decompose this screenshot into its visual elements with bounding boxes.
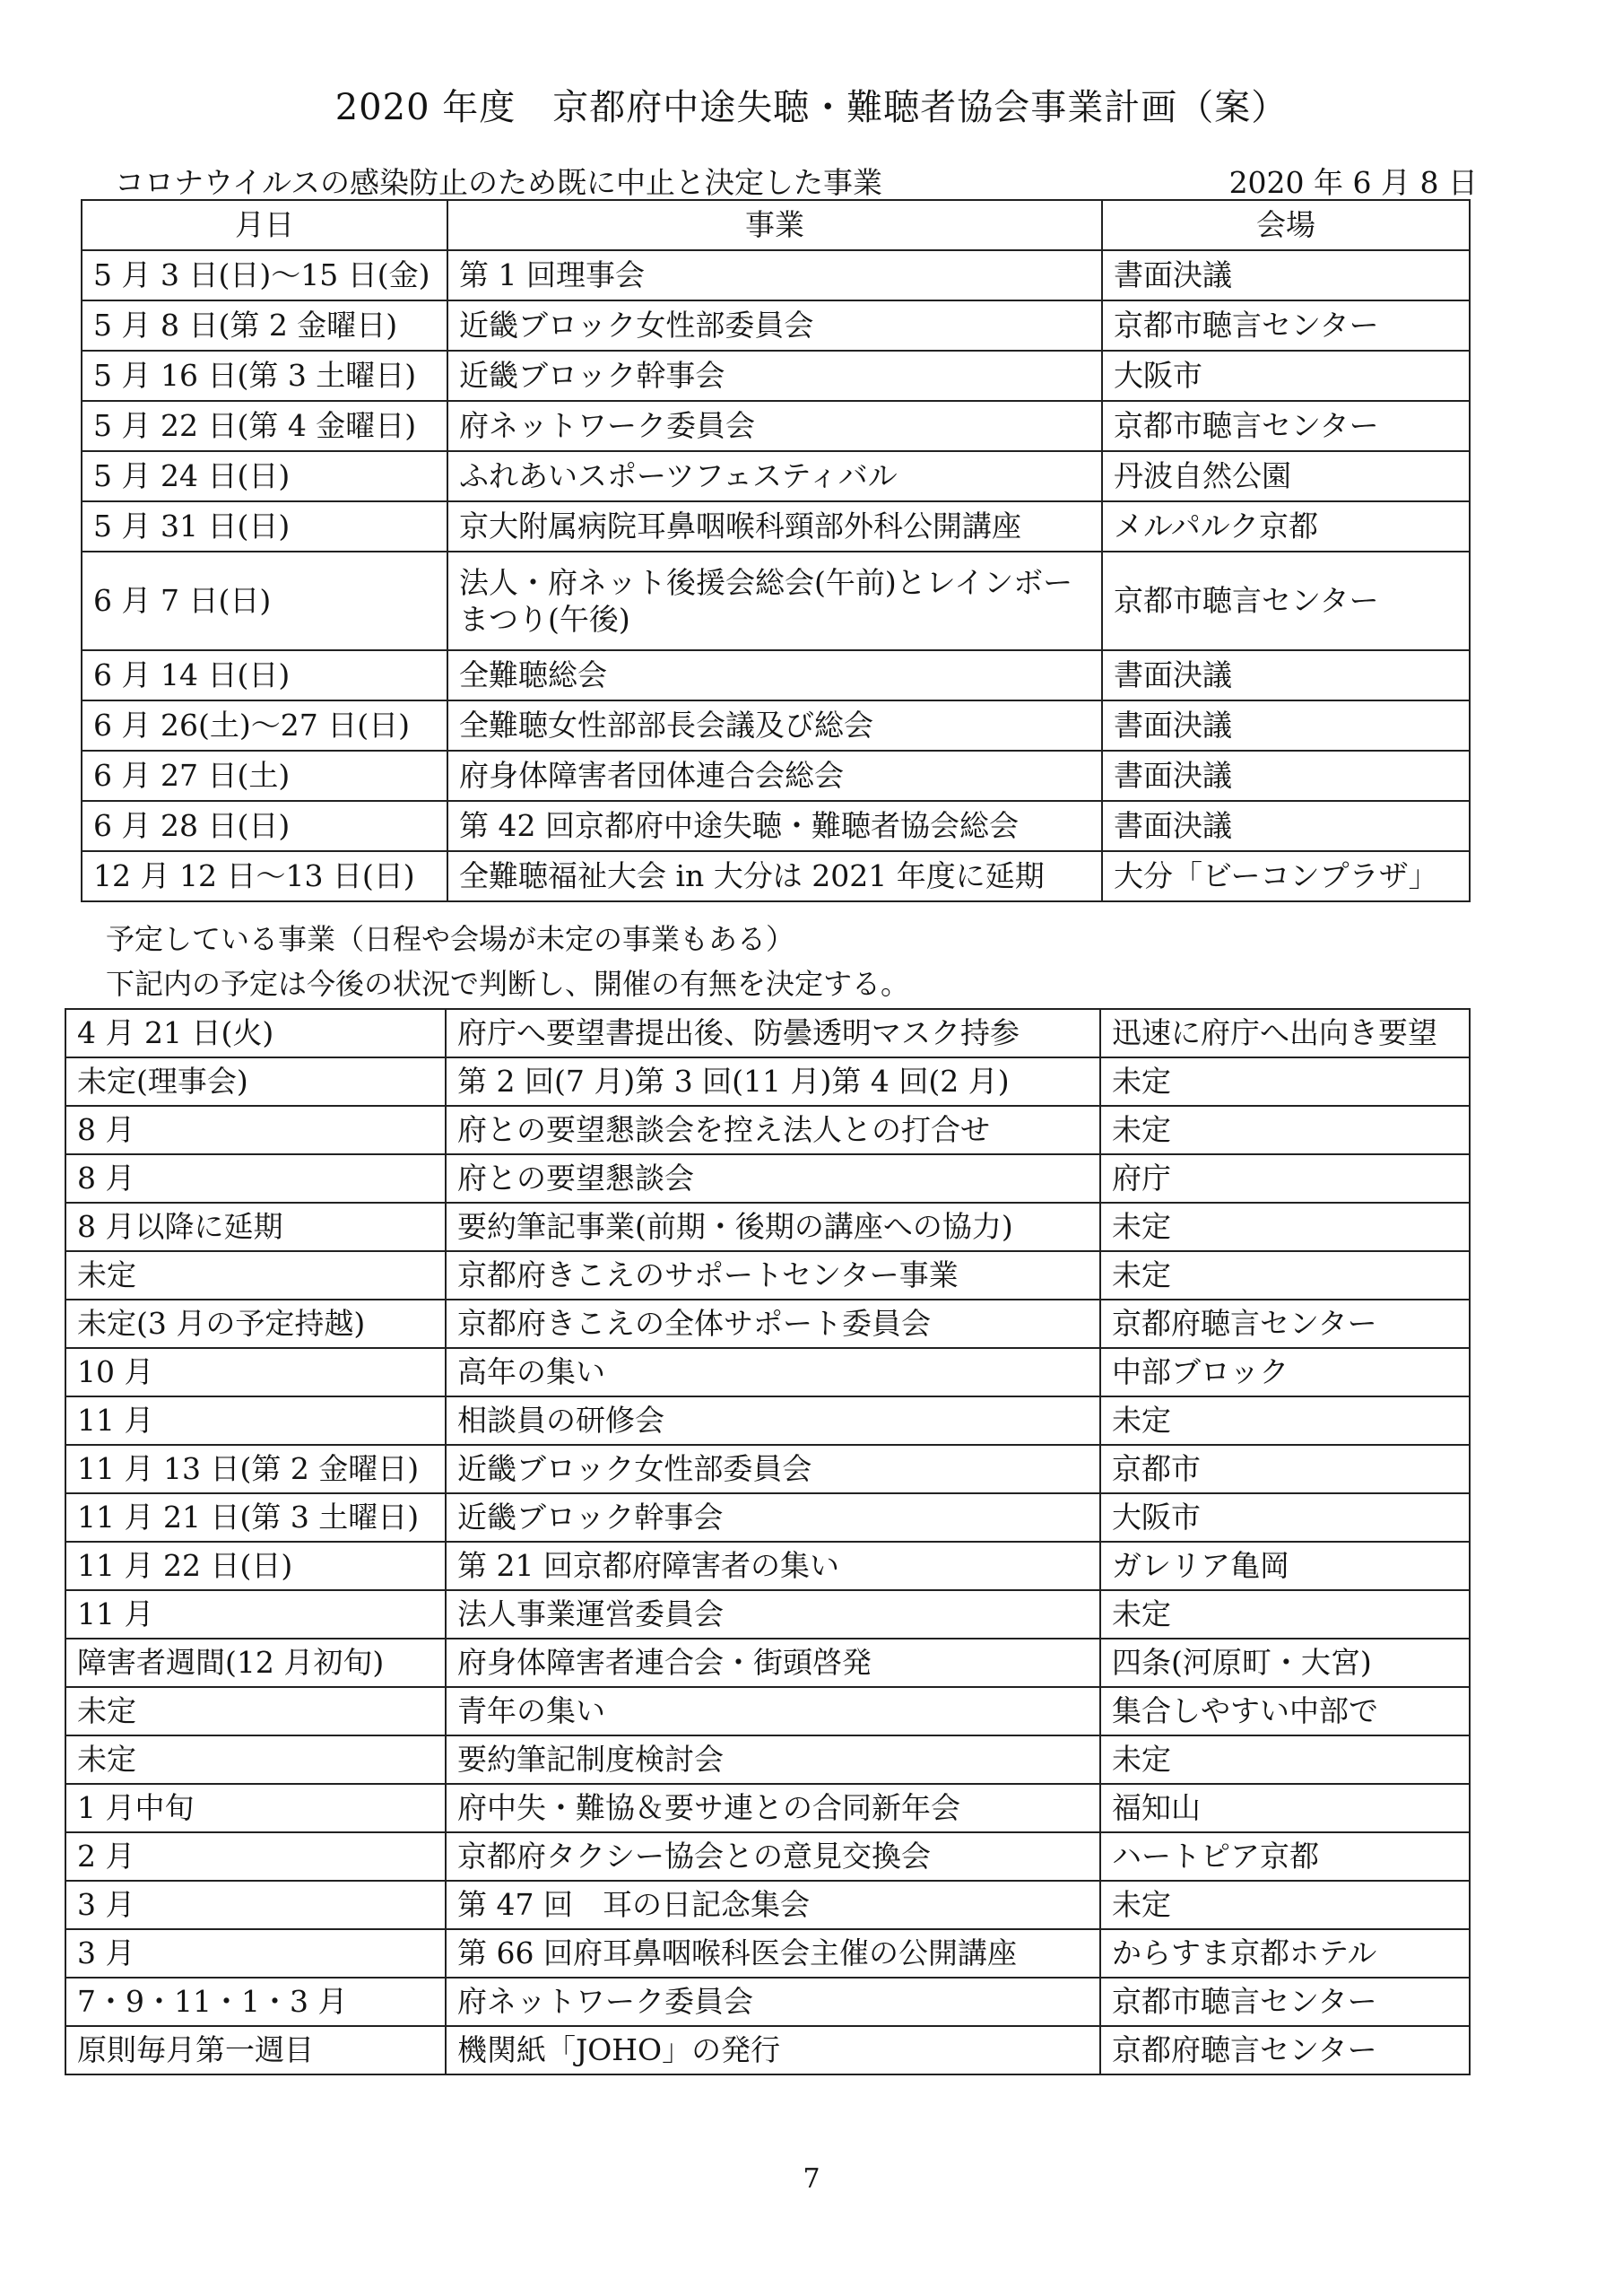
cell-event: 機関紙「JOHO」の発行 (446, 2026, 1100, 2074)
table-row (82, 552, 1470, 650)
cell-venue: 集合しやすい中部で (1100, 1687, 1470, 1735)
table-row (65, 1832, 1470, 1881)
cell-venue: 京都府聴言センター (1100, 1300, 1470, 1348)
cell-venue: 未定 (1100, 1735, 1470, 1784)
cell-event: 近畿ブロック幹事会 (446, 1493, 1100, 1542)
cell-event: 府ネットワーク委員会 (446, 1978, 1100, 2026)
cell-venue: ガレリア亀岡 (1100, 1542, 1470, 1590)
cell-venue: 中部ブロック (1100, 1348, 1470, 1396)
table-row (65, 1881, 1470, 1929)
cell-event: 相談員の研修会 (446, 1396, 1100, 1445)
table-row (82, 501, 1470, 552)
cell-date: 6 月 28 日(日) (82, 801, 447, 851)
cell-date: 1 月中旬 (65, 1784, 446, 1832)
table-row (65, 2026, 1470, 2074)
cell-date: 未定 (65, 1735, 446, 1784)
cell-date: 障害者週間(12 月初旬) (65, 1639, 446, 1687)
cell-event: 京都府きこえのサポートセンター事業 (446, 1251, 1100, 1300)
cell-venue: 京都市聴言センター (1100, 1978, 1470, 2026)
table-row (65, 1300, 1470, 1348)
cancelled-note: コロナウイルスの感染防止のため既に中止と決定した事業 (115, 165, 883, 200)
cell-date: 8 月以降に延期 (65, 1203, 446, 1251)
cell-date: 6 月 14 日(日) (82, 650, 447, 700)
cell-event: 近畿ブロック女性部委員会 (446, 1445, 1100, 1493)
cell-venue: 書面決議 (1102, 801, 1470, 851)
cell-event: 府身体障害者連合会・街頭啓発 (446, 1639, 1100, 1687)
cell-venue: 京都市聴言センター (1102, 300, 1470, 351)
cell-date: 7・9・11・1・3 月 (65, 1978, 446, 2026)
cell-date: 3 月 (65, 1881, 446, 1929)
cell-venue: 未定 (1100, 1881, 1470, 1929)
cell-date: 12 月 12 日〜13 日(日) (82, 851, 447, 901)
table-row (65, 1590, 1470, 1639)
cell-event: 青年の集い (446, 1687, 1100, 1735)
cell-date: 5 月 8 日(第 2 金曜日) (82, 300, 447, 351)
cell-venue: 大阪市 (1102, 351, 1470, 401)
header-date: 月日 (82, 200, 447, 250)
cell-venue: 福知山 (1100, 1784, 1470, 1832)
table-row (65, 1929, 1470, 1978)
table-row (82, 801, 1470, 851)
table-row (65, 1445, 1470, 1493)
table-row (82, 751, 1470, 801)
cell-date: 5 月 3 日(日)〜15 日(金) (82, 250, 447, 300)
cell-event: 要約筆記事業(前期・後期の講座への協力) (446, 1203, 1100, 1251)
table-row (82, 451, 1470, 501)
cell-event: 第 47 回 耳の日記念集会 (446, 1881, 1100, 1929)
cell-event: 近畿ブロック女性部委員会 (447, 300, 1102, 351)
cell-venue: 迅速に府庁へ出向き要望 (1100, 1009, 1470, 1057)
table-row (65, 1687, 1470, 1735)
cell-event: 京都府タクシー協会との意見交換会 (446, 1832, 1100, 1881)
subheader (115, 160, 1478, 202)
cell-date: 2 月 (65, 1832, 446, 1881)
cell-date: 5 月 24 日(日) (82, 451, 447, 501)
cell-event: 府との要望懇談会 (446, 1154, 1100, 1203)
cell-venue: 未定 (1100, 1057, 1470, 1106)
table-row (82, 851, 1470, 901)
cell-venue: 四条(河原町・大宮) (1100, 1639, 1470, 1687)
cell-date: 未定(理事会) (65, 1057, 446, 1106)
cell-venue: 京都市聴言センター (1102, 401, 1470, 451)
cell-event: 要約筆記制度検討会 (446, 1735, 1100, 1784)
table-row (65, 1542, 1470, 1590)
cell-event: 府庁へ要望書提出後、防曇透明マスク持参 (446, 1009, 1100, 1057)
cell-event: 全難聴福祉大会 in 大分は 2021 年度に延期 (447, 851, 1102, 901)
table-row (82, 401, 1470, 451)
cell-event: 第 1 回理事会 (447, 250, 1102, 300)
cell-date: 6 月 26(土)〜27 日(日) (82, 700, 447, 751)
table-row (65, 1348, 1470, 1396)
table-row (65, 1735, 1470, 1784)
table-row (65, 1639, 1470, 1687)
cell-event: 府身体障害者団体連合会総会 (447, 751, 1102, 801)
cell-date: 未定(3 月の予定持越) (65, 1300, 446, 1348)
cell-event: 第 42 回京都府中途失聴・難聴者協会総会 (447, 801, 1102, 851)
cell-date: 11 月 (65, 1396, 446, 1445)
cell-venue: 未定 (1100, 1396, 1470, 1445)
table-row (65, 1396, 1470, 1445)
cell-venue: 京都府聴言センター (1100, 2026, 1470, 2074)
cell-venue: 府庁 (1100, 1154, 1470, 1203)
cell-date: 原則毎月第一週目 (65, 2026, 446, 2074)
cell-event: 第 21 回京都府障害者の集い (446, 1542, 1100, 1590)
table-row (65, 1978, 1470, 2026)
cell-venue: 大分「ビーコンプラザ」 (1102, 851, 1470, 901)
cancelled-events-table (81, 199, 1471, 902)
cell-event: 京都府きこえの全体サポート委員会 (446, 1300, 1100, 1348)
table-row (65, 1106, 1470, 1154)
cell-venue: 書面決議 (1102, 650, 1470, 700)
table-header-row (82, 200, 1470, 250)
cell-date: 5 月 16 日(第 3 土曜日) (82, 351, 447, 401)
cell-event: 京大附属病院耳鼻咽喉科頸部外科公開講座 (447, 501, 1102, 552)
table-row (65, 1493, 1470, 1542)
cell-venue: 書面決議 (1102, 751, 1470, 801)
cell-venue: からすま京都ホテル (1100, 1929, 1470, 1978)
cell-event: 法人事業運営委員会 (446, 1590, 1100, 1639)
cell-event: 府ネットワーク委員会 (447, 401, 1102, 451)
cell-venue: 書面決議 (1102, 700, 1470, 751)
cell-event: 全難聴総会 (447, 650, 1102, 700)
page-title: 2020 年度 京都府中途失聴・難聴者協会事業計画（案） (334, 87, 1289, 128)
cell-date: 11 月 (65, 1590, 446, 1639)
cell-venue: 未定 (1100, 1590, 1470, 1639)
cell-venue: 未定 (1100, 1203, 1470, 1251)
cell-date: 5 月 22 日(第 4 金曜日) (82, 401, 447, 451)
cell-date: 4 月 21 日(火) (65, 1009, 446, 1057)
cell-venue: メルパルク京都 (1102, 501, 1470, 552)
cell-date: 8 月 (65, 1154, 446, 1203)
cell-event: 第 2 回(7 月)第 3 回(11 月)第 4 回(2 月) (446, 1057, 1100, 1106)
cell-event: 近畿ブロック幹事会 (447, 351, 1102, 401)
table-row (65, 1009, 1470, 1057)
cell-event: 全難聴女性部部長会議及び総会 (447, 700, 1102, 751)
cell-venue: 書面決議 (1102, 250, 1470, 300)
cell-date: 10 月 (65, 1348, 446, 1396)
cell-event: 第 66 回府耳鼻咽喉科医会主催の公開講座 (446, 1929, 1100, 1978)
planned-events-table (65, 1008, 1471, 2075)
table-row (82, 300, 1470, 351)
planned-note-2: 下記内の予定は今後の状況で判断し、開催の有無を決定する。 (106, 967, 910, 1001)
cell-event: 法人・府ネット後援会総会(午前)とレインボーまつり(午後) (447, 552, 1102, 650)
cell-date: 未定 (65, 1687, 446, 1735)
table-row (65, 1784, 1470, 1832)
planned-note-1: 予定している事業（日程や会場が未定の事業もある） (106, 922, 795, 956)
cell-venue: 丹波自然公園 (1102, 451, 1470, 501)
cell-date: 3 月 (65, 1929, 446, 1978)
cell-event: 府中失・難協＆要サ連との合同新年会 (446, 1784, 1100, 1832)
cell-event: 府との要望懇談会を控え法人との打合せ (446, 1106, 1100, 1154)
cell-event: 高年の集い (446, 1348, 1100, 1396)
cell-venue: ハートピア京都 (1100, 1832, 1470, 1881)
cell-venue: 未定 (1100, 1106, 1470, 1154)
cell-date: 8 月 (65, 1106, 446, 1154)
cell-venue: 未定 (1100, 1251, 1470, 1300)
cell-date: 未定 (65, 1251, 446, 1300)
cell-venue: 京都市聴言センター (1102, 552, 1470, 650)
cell-date: 6 月 7 日(日) (82, 552, 447, 650)
cell-event: ふれあいスポーツフェスティバル (447, 451, 1102, 501)
table-row (82, 700, 1470, 751)
header-event: 事業 (447, 200, 1102, 250)
header-venue: 会場 (1102, 200, 1470, 250)
table-row (65, 1154, 1470, 1203)
table-row (65, 1057, 1470, 1106)
page-number: 7 (803, 2163, 820, 2195)
cell-date: 6 月 27 日(土) (82, 751, 447, 801)
document-date: 2020 年 6 月 8 日 (1228, 165, 1478, 200)
table-row (82, 650, 1470, 700)
cell-date: 11 月 21 日(第 3 土曜日) (65, 1493, 446, 1542)
cell-date: 5 月 31 日(日) (82, 501, 447, 552)
cell-date: 11 月 22 日(日) (65, 1542, 446, 1590)
table-row (65, 1251, 1470, 1300)
table-row (82, 250, 1470, 300)
table-row (65, 1203, 1470, 1251)
cell-date: 11 月 13 日(第 2 金曜日) (65, 1445, 446, 1493)
cell-venue: 京都市 (1100, 1445, 1470, 1493)
cell-venue: 大阪市 (1100, 1493, 1470, 1542)
table-row (82, 351, 1470, 401)
